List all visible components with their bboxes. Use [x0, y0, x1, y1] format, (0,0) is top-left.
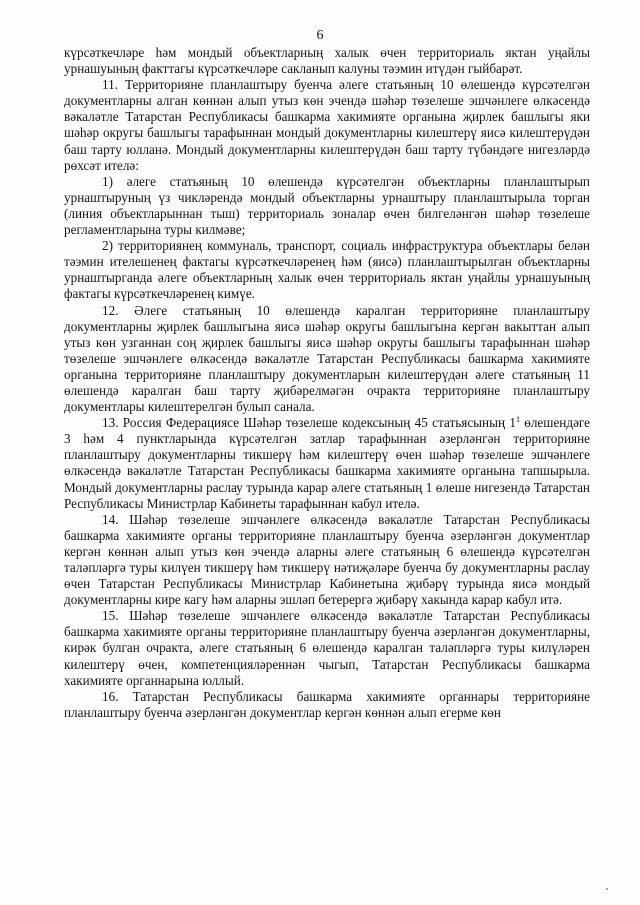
paragraph-14: 14. Шәһәр төзелеше эшчәнлеге өлкәсендә вәкаләтле Татарстан Республикасы башкарма хакимияте органы территорияне планлаштыру буенча әзерләнгән документлар кергән көннән алып утыз көн эчендә аларны әлеге статьяның 6 өлешендә күрсәтелгән таләпләргә туры килүен тикшерү һәм тикшерү нәтиҗәләре буенча бу документларны раслау өчен Татарстан Республикасы Министрлар Кабинетына җибәрү турында яисә мондый документларны кире кагу һәм аларны эшләп бетерергә җибәрү хакында карар кабул итә.	[64, 511, 590, 608]
paragraph-13-superscript: 1	[515, 415, 520, 425]
paragraph-continued: күрсәткечләре һәм мондый объектларның халык өчен территориаль яктан уңайлы урнашуының факттагы күрсәткечләре сакланып калуны тәэмин итүдән гыйбарәт.	[64, 45, 590, 77]
scan-speck	[606, 888, 608, 890]
paragraph-11-item-1: 1) әлеге статьяның 10 өлешендә күрсәтелгән объектларны планлаштырып урнаштыруның үз чикләрендә мондый объектларны урнаштыру планлаштырыла торган (линия объектларыннан тыш) территориаль зоналар өчен билгеләнгән шәһәр төзелеше регламентларына туры килмәве;	[64, 173, 590, 238]
paragraph-15: 15. Шәһәр төзелеше эшчәнлеге өлкәсендә вәкаләтле Татарстан Республикасы башкарма хакимияте органы территорияне планлаштыру буенча әзерләнгән документларны, кирәк булган очракта, әлеге статьяның 6 өлешендә каралган таләпләргә туры килүләрен килештерү өчен, компетенцияләреннән чыгып, Татарстан Республикасы башкарма хакимияте органнарына юллый.	[64, 608, 590, 688]
paragraph-16: 16. Татарстан Республикасы башкарма хакимияте органнары территорияне планлаштыру буенча әзерләнгән документлар кергән көннән алып егерме көн	[64, 688, 590, 720]
paragraph-13	[64, 415, 590, 512]
paragraph-11: 11. Территорияне планлаштыру буенча әлеге статьяның 10 өлешендә күрсәтелгән документларны алган көннән алып утыз көн эчендә шәһәр төзелеше эшчәнлеге өлкәсендә вәкаләтле Татарстан Республикасы башкарма хакимияте органына җирлек башлыгы яки шәһәр округы башлыгы тарафыннан мондый документларны килештерү яисә килештерүдән баш тарту юлланә. Мондый документларны килештерүдән баш тарту түбәндәге нигезләрдә рөхсәт ителә:	[64, 77, 590, 173]
page-number: 6	[316, 28, 324, 43]
paragraph-13-text-end: өлешендәге 3 һәм 4 пунктларында күрсәтелгән затлар тарафыннан әзерләнгән территорияне планлаштыру документларны тикшерү һәм килештерү өчен шәһәр төзелеше эшчәнлеге өлкәсендә вәкаләтле Татарстан Республикасы башкарма хакимияте органына тапшырыла. Мондый документларны раслау турында карар әлеге статьяның 1 өлеше нигезендә Татарстан Республикасы Министрлар Кабинеты тарафыннан кабул ителә.	[64, 415, 591, 511]
paragraph-13-text-start: 13. Россия Федерациясе Шәһәр төзелеше кодексының 45 статьясының 1	[102, 415, 516, 431]
document-body	[64, 45, 590, 721]
paragraph-11-item-2: 2) территориянең коммуналь, транспорт, социаль инфраструктура объектлары белән тәэмин ителешенең фактагы күрсәткечләренең һәм (яисә) планлаштырылган объектларны урнаштырганда әлеге объектларның халык өчен территориаль яктан уңайлы урнашуының фактагы күрсәткечләренең кимүе.	[64, 238, 590, 302]
paragraph-12: 12. Әлеге статьяның 10 өлешендә каралган территорияне планлаштыру документларны җирлек башлыгына яисә шәһәр округы башлыгына кергән вакыттан алып утыз көн узганнан соң җирлек башлыгы яисә шәһәр округы башлыгы тарафыннан шәһәр төзелеше эшчәнлеге өлкәсендә вәкаләтле Татарстан Республикасы башкарма хакимияте органына территорияне планлаштыру документларын килештерүдән әлеге статьяның 11 өлешендә каралган баш тарту җибәрелмәгән очракта территорияне планлаштыру документлары килештерелгән булып санала.	[64, 302, 590, 415]
